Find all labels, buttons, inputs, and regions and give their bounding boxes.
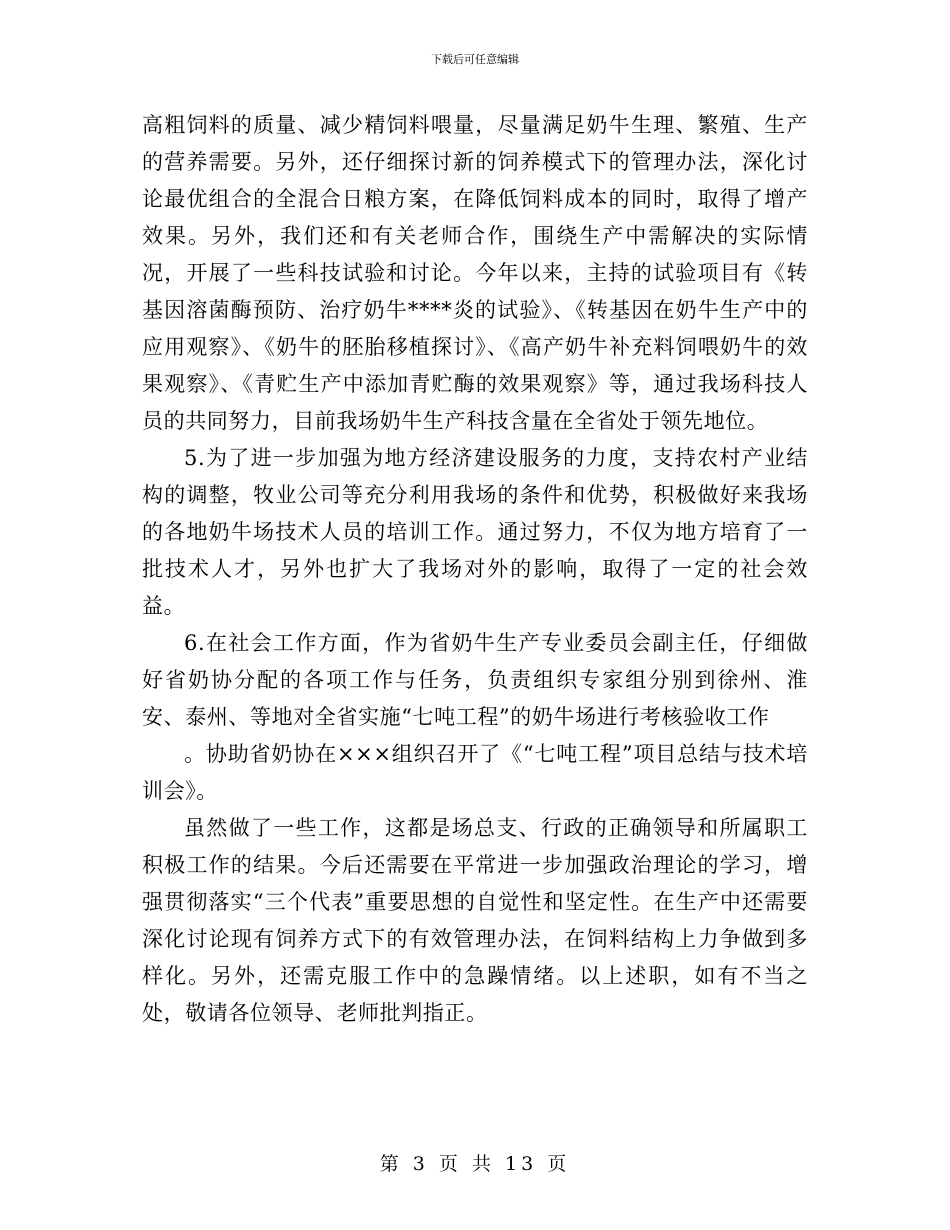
paragraph-4: 。协助省奶协在×××组织召开了《“七吨工程”项目总结与技术培训会》。: [142, 742, 808, 803]
paragraph-1: 高粗饲料的质量、减少精饲料喂量，尽量满足奶牛生理、繁殖、生产的营养需要。另外，还仔细探讨新的饲养模式下的管理办法，深化讨论最优组合的全混合日粮方案，在降低饲料成本的同时，取得了增产效果。另外，我们还和有关老师合作，围绕生产中需解决的实际情况，开展了一些科技试验和讨论。今年以来，主持的试验项目有《转基因溶菌酶预防、治疗奶牛****炎的试验》、《转基因在奶牛生产中的应用观察》、《奶牛的胚胎移植探讨》、《高产奶牛补充料饲喂奶牛的效果观察》、《青贮生产中添加青贮酶的效果观察》等，通过我场科技人员的共同努力，目前我场奶牛生产科技含量在全省处于领先地位。: [142, 113, 808, 433]
paragraph-2: 5.为了进一步加强为地方经济建设服务的力度，支持农村产业结构的调整，牧业公司等充分利用我场的条件和优势，积极做好来我场的各地奶牛场技术人员的培训工作。通过努力，不仅为地方培育了一批技术人才，另外也扩大了我场对外的影响，取得了一定的社会效益。: [142, 446, 808, 618]
document-body: [142, 107, 808, 1032]
paragraph-5: 虽然做了一些工作，这都是场总支、行政的正确领导和所属职工积极工作的结果。今后还需要在平常进一步加强政治理论的学习，增强贯彻落实“三个代表”重要思想的自觉性和坚定性。在生产中还需要深化讨论现有饲养方式下的有效管理办法，在饲料结构上力争做到多样化。另外，还需克服工作中的急躁情绪。以上述职，如有不当之处，敬请各位领导、老师批判指正。: [142, 816, 808, 1025]
paragraph-3: 6.在社会工作方面，作为省奶牛生产专业委员会副主任，仔细做好省奶协分配的各项工作与任务，负责组织专家组分别到徐州、淮安、泰州、等地对全省实施“七吨工程”的奶牛场进行考核验收工作: [142, 631, 808, 729]
page-footer: 第 3 页 共 13 页: [379, 1153, 571, 1175]
page-header: 下载后可任意编辑: [431, 53, 519, 66]
